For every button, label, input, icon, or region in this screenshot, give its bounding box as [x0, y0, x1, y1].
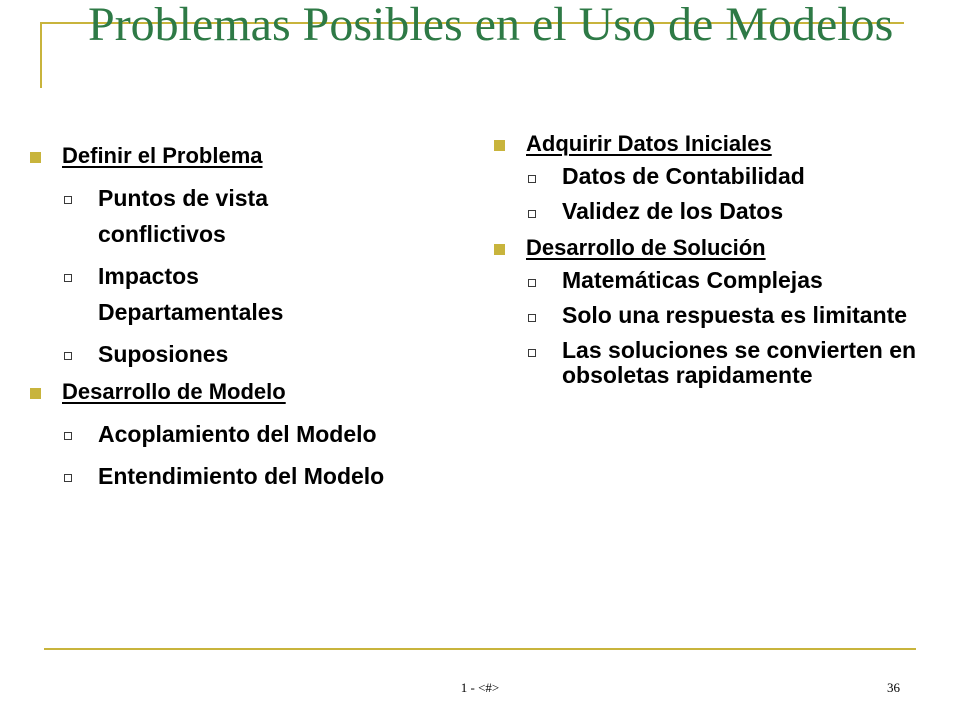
- sub-bullet-text: Las soluciones se convierten en obsoletas rapidamente: [562, 337, 917, 388]
- sub-bullet: [490, 199, 940, 224]
- sub-bullet: [26, 336, 386, 372]
- hollow-square-bullet-icon: [64, 432, 72, 440]
- right-column: [490, 128, 940, 398]
- bullet-heading-text: Desarrollo de Modelo: [62, 379, 286, 404]
- sub-bullet: [26, 458, 386, 494]
- sub-bullet-text: Solo una respuesta es limitante: [562, 302, 908, 328]
- square-bullet-icon: [30, 152, 41, 163]
- sub-bullet-text: Suposiones: [98, 341, 229, 367]
- left-column: [26, 136, 386, 500]
- sub-bullet: [490, 303, 940, 328]
- sub-bullet-text: Puntos de vista conflictivos: [98, 185, 268, 247]
- slide-footer-label: 1 - <#>: [460, 680, 500, 695]
- hollow-square-bullet-icon: [528, 279, 536, 287]
- bullet-heading-text: Definir el Problema: [62, 143, 263, 168]
- bullet-heading: [490, 234, 940, 262]
- square-bullet-icon: [494, 244, 505, 255]
- sub-bullet: [26, 258, 386, 330]
- sub-bullet: [490, 338, 940, 388]
- bullet-heading-text: Adquirir Datos Iniciales: [526, 131, 772, 156]
- sub-bullet-text: Impactos Departamentales: [98, 263, 284, 325]
- hollow-square-bullet-icon: [528, 349, 536, 357]
- page-number: 36: [887, 680, 900, 695]
- hollow-square-bullet-icon: [64, 196, 72, 204]
- hollow-square-bullet-icon: [528, 175, 536, 183]
- bullet-heading: [490, 130, 940, 158]
- hollow-square-bullet-icon: [64, 474, 72, 482]
- frame-line-left: [40, 22, 42, 88]
- footer-divider: [44, 648, 916, 650]
- sub-bullet-text: Acoplamiento del Modelo: [98, 421, 377, 447]
- sub-bullet-text: Datos de Contabilidad: [562, 163, 805, 189]
- hollow-square-bullet-icon: [528, 210, 536, 218]
- hollow-square-bullet-icon: [528, 314, 536, 322]
- hollow-square-bullet-icon: [64, 274, 72, 282]
- hollow-square-bullet-icon: [64, 352, 72, 360]
- sub-bullet: [26, 180, 386, 252]
- sub-bullet: [490, 164, 940, 189]
- bullet-heading-text: Desarrollo de Solución: [526, 235, 766, 260]
- sub-bullet-text: Matemáticas Complejas: [562, 267, 823, 293]
- sub-bullet-text: Entendimiento del Modelo: [98, 463, 385, 489]
- square-bullet-icon: [494, 140, 505, 151]
- sub-bullet-text: Validez de los Datos: [562, 198, 784, 224]
- square-bullet-icon: [30, 388, 41, 399]
- sub-bullet: [26, 416, 386, 452]
- slide-title: Problemas Posibles en el Uso de Modelos: [88, 0, 894, 51]
- sub-bullet: [490, 268, 940, 293]
- bullet-heading: [26, 378, 386, 406]
- bullet-heading: [26, 142, 386, 170]
